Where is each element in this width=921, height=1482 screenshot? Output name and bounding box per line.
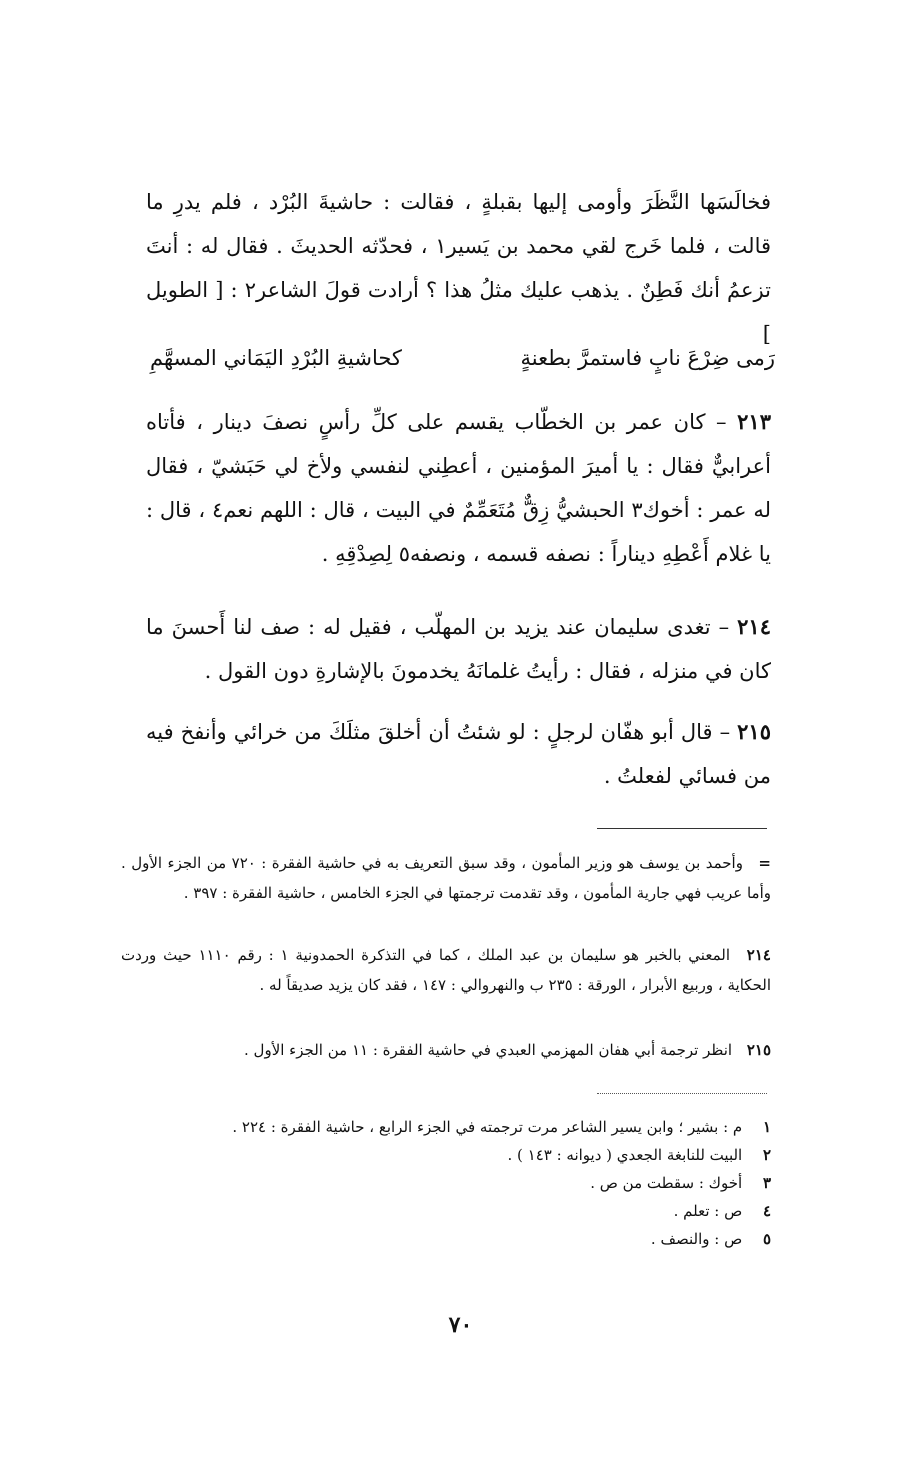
entry-text: كان عمر بن الخطّاب يقسم على كلِّ رأسٍ نصفَ دينار ، فأتاه أعرابيٌّ فقال : يا أميرَ المؤمنين ، أعطِني لنفسي ولأخ لي حَبَشيّ ، فقال له عمر : أخوك٣ الحبشيُّ زِقٌّ مُتَعَمِّمٌ في البيت ، قال : اللهم نعم٤ ، قال : يا غلام أَعْطِهِ ديناراً : نصفه قسمه ، ونصفه٥ لِصِدْقِهِ .	[146, 410, 772, 566]
note-marker: =	[758, 854, 771, 872]
note-text: وأحمد بن يوسف هو وزير المأمون ، وقد سبق التعريف به في حاشية الفقرة : ٧٢٠ من الجزء الأول . وأما عريب فهي جارية المأمون ، وقد تقدمت ترجمتها في الجزء الخامس ، حاشية الفقرة : ٣٩٧ .	[121, 854, 771, 902]
note-text: انظر ترجمة أبي هفان المهزمي العبدي في حاشية الفقرة : ١١ من الجزء الأول .	[244, 1041, 733, 1059]
footnote-item: ٣ أخوك : سقطت من ص .	[590, 1174, 771, 1192]
footnote-item: ٤ ص : تعلم .	[673, 1202, 771, 1220]
note-214	[121, 940, 771, 1000]
entry-number: ٢١٥	[737, 719, 771, 744]
entry-number: ٢١٣	[737, 409, 771, 434]
entry-text: قال أبو هفّان لرجلٍ : لو شئتُ أن أخلقَ مثلَكَ من خرائي وأنفخ فيه من فسائي لفعلتُ .	[146, 720, 771, 788]
entry-213: ٢١٣ – كان عمر بن الخطّاب يقسم على كلِّ رأسٍ نصفَ دينار ، فأتاه أعرابيٌّ فقال : يا أميرَ المؤمنين ، أعطِني لنفسي ولأخ لي حَبَشيّ ، فقال له عمر : أخوك٣ الحبشيُّ زِقٌّ مُتَعَمِّمٌ في البيت ، قال : اللهم نعم٤ ، قال : يا غلام أَعْطِهِ ديناراً : نصفه قسمه ، ونصفه٥ لِصِدْقِهِ .	[146, 409, 772, 566]
intro-paragraph: فخالَسَها النَّظَرَ وأومى إليها بقبلةٍ ، فقالت : حاشيةَ البُرْد ، فلم يدرِ ما قالت ، فلما خَرج لقي محمد بن يَسير١ ، فحدّثه الحديثَ . فقال له : أنتَ تزعمُ أنك فَطِنٌ . يذهب عليك مثلُ هذا ؟ أرادت قولَ الشاعر٢ : [ الطويل ]	[146, 190, 772, 346]
note-215	[121, 1035, 771, 1065]
footnote-item: ٥ ص : والنصف .	[650, 1230, 771, 1248]
verse-second-hemistich: كحاشيةِ البُرْدِ اليَمَاني المسهَّمِ	[150, 346, 402, 370]
poetry-verse	[150, 346, 775, 386]
note-text: المعني بالخبر هو سليمان بن عبد الملك ، كما في التذكرة الحمدونية ١ : رقم ١١١٠ حيث وردت الحكاية ، وربيع الأبرار ، الورقة : ٢٣٥ ب والنهروالي : ١٤٧ ، فقد كان يزيد صديقاً له .	[121, 946, 771, 994]
page-number: ٧٠	[448, 1312, 473, 1338]
note-marker: ٢١٤	[746, 946, 771, 964]
verse-first-hemistich: رَمى ضِرْعَ نابٍ فاستمرَّ بطعنةٍ	[520, 346, 775, 370]
footnote-item: ٢ البيت للنابغة الجعدي ( ديوانه : ١٤٣ ) .	[507, 1146, 771, 1164]
note-continuation	[121, 848, 771, 908]
note-marker: ٢١٥	[746, 1041, 771, 1059]
footnote-list	[121, 1113, 771, 1253]
entry-214: ٢١٤ – تغدى سليمان عند يزيد بن المهلّب ، فقيل له : صف لنا أَحسنَ ما كان في منزله ، فقال : رأيتُ غلمانَهُ يخدمونَ بالإشارةِ دون القول .	[146, 614, 771, 683]
notes-divider	[597, 828, 767, 829]
footnotes-divider	[597, 1093, 767, 1094]
entry-number: ٢١٤	[737, 614, 771, 639]
entry-215: ٢١٥ – قال أبو هفّان لرجلٍ : لو شئتُ أن أخلقَ مثلَكَ من خرائي وأنفخ فيه من فسائي لفعلتُ .	[146, 719, 771, 788]
entry-text: تغدى سليمان عند يزيد بن المهلّب ، فقيل له : صف لنا أَحسنَ ما كان في منزله ، فقال : رأيتُ غلمانَهُ يخدمونَ بالإشارةِ دون القول .	[146, 615, 771, 683]
footnote-item: ١ م : بشير ؛ وابن يسير الشاعر مرت ترجمته في الجزء الرابع ، حاشية الفقرة : ٢٢٤ .	[232, 1118, 771, 1136]
